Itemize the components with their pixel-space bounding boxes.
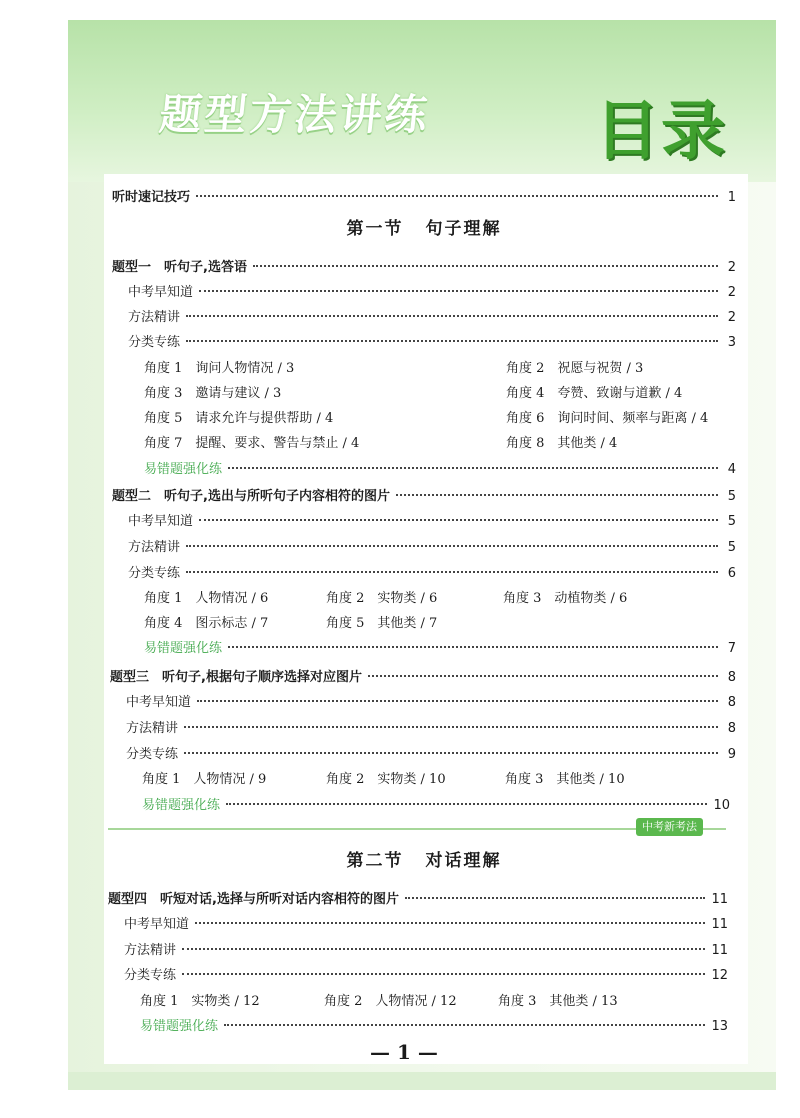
toc-item-label: 方法精讲 [128,310,181,325]
toc-intro[interactable] [112,186,736,204]
angle-item[interactable]: 角度 4 图示标志 / 7 [144,616,269,631]
toc-item-label: 方法精讲 [128,540,181,555]
angle-item[interactable]: 角度 2 实物类 / 10 [326,772,446,787]
practice-page: 10 [713,798,730,813]
toc-item-label: 中考早知道 [128,514,194,529]
toc-item-label: 分类专练 [124,968,177,983]
toc-practice[interactable] [144,458,736,476]
angle-item[interactable]: 角度 2 祝愿与祝贺 / 3 [506,361,644,376]
section-name: 对话理解 [425,851,502,871]
dot-leader [186,545,718,547]
toc-item[interactable] [128,331,736,349]
dot-leader [396,494,718,496]
angle-item[interactable]: 角度 2 实物类 / 6 [326,591,438,606]
dot-leader [196,195,718,197]
dot-leader [182,948,705,950]
angle-item[interactable]: 角度 5 请求允许与提供帮助 / 4 [144,411,334,426]
toc-type-label: 题型四 听短对话,选择与所听对话内容相符的图片 [108,892,399,907]
toc-type-label: 题型二 听句子,选出与所听句子内容相符的图片 [112,489,390,504]
dot-leader [224,1024,705,1026]
practice-label: 易错题强化练 [142,798,221,813]
practice-label: 易错题强化练 [144,462,223,477]
angle-item[interactable]: 角度 3 其他类 / 13 [498,994,618,1009]
toc-type-label: 题型三 听句子,根据句子顺序选择对应图片 [110,670,362,685]
section-divider [108,828,726,830]
angle-item[interactable]: 角度 2 人物情况 / 12 [324,994,457,1009]
toc-item-page: 5 [727,540,736,555]
toc-item-label: 方法精讲 [124,943,177,958]
toc-item-page: 9 [727,747,736,762]
toc-item-label: 分类专练 [128,335,181,350]
angle-item[interactable]: 角度 5 其他类 / 7 [326,616,438,631]
section-prefix: 第一节 [346,219,404,239]
toc-item[interactable] [126,743,736,761]
toc-item[interactable] [124,939,728,957]
toc-item[interactable] [126,691,736,709]
bottom-band [68,1072,776,1090]
toc-item-label: 方法精讲 [126,721,179,736]
angle-item[interactable]: 角度 7 提醒、要求、警告与禁止 / 4 [144,436,360,451]
header-mulu: 目录 [595,95,727,169]
header-title: 题型方法讲练 [157,90,433,139]
dot-leader [184,752,718,754]
toc-type-page: 5 [727,489,736,504]
section-title-1 [104,214,744,239]
toc-item-page: 11 [711,917,728,932]
toc-type-4[interactable] [108,888,728,906]
angle-item[interactable]: 角度 1 实物类 / 12 [140,994,260,1009]
practice-page: 7 [727,641,736,656]
page-number: — 1 — [370,1040,438,1064]
toc-item[interactable] [128,281,736,299]
toc-item[interactable] [124,913,728,931]
toc-type-3[interactable] [110,666,736,684]
angle-item[interactable]: 角度 3 其他类 / 10 [505,772,625,787]
practice-label: 易错题强化练 [140,1019,219,1034]
toc-item-page: 3 [727,335,736,350]
dot-leader [186,571,718,573]
toc-item-label: 分类专练 [128,566,181,581]
section-prefix: 第二节 [346,851,404,871]
toc-item-page: 8 [727,721,736,736]
section-name: 句子理解 [425,219,502,239]
dot-leader [199,290,718,292]
practice-page: 13 [711,1019,728,1034]
angle-item[interactable]: 角度 6 询问时间、频率与距离 / 4 [506,411,709,426]
toc-item[interactable] [128,536,736,554]
toc-item-page: 2 [727,285,736,300]
toc-item-page: 11 [711,943,728,958]
toc-item-label: 中考早知道 [124,917,190,932]
toc-item-page: 2 [727,310,736,325]
dot-leader [184,726,718,728]
toc-intro-label: 听时速记技巧 [112,190,191,205]
angle-item[interactable]: 角度 4 夸赞、致谢与道歉 / 4 [506,386,683,401]
toc-intro-page: 1 [727,190,736,205]
toc-type-page: 8 [727,670,736,685]
toc-item-page: 6 [727,566,736,581]
toc-type-label: 题型一 听句子,选答语 [112,260,247,275]
toc-item-label: 中考早知道 [126,695,192,710]
angle-item[interactable]: 角度 3 动植物类 / 6 [503,591,628,606]
practice-page: 4 [727,462,736,477]
toc-item[interactable] [128,510,736,528]
practice-label: 易错题强化练 [144,641,223,656]
toc-item-label: 分类专练 [126,747,179,762]
angle-item[interactable]: 角度 1 人物情况 / 6 [144,591,269,606]
dot-leader [195,922,705,924]
angle-item[interactable]: 角度 3 邀请与建议 / 3 [144,386,282,401]
new-exam-badge: 中考新考法 [636,818,703,836]
toc-item[interactable] [124,964,728,982]
toc-item-page: 8 [727,695,736,710]
toc-type-page: 11 [711,892,728,907]
dot-leader [228,646,718,648]
toc-practice[interactable] [144,637,736,655]
dot-leader [197,700,718,702]
toc-type-page: 2 [727,260,736,275]
toc-practice[interactable] [142,794,730,812]
toc-item[interactable] [128,562,736,580]
dot-leader [405,897,706,899]
angle-item[interactable]: 角度 1 人物情况 / 9 [142,772,267,787]
section-title-2 [104,846,744,871]
toc-item-page: 12 [711,968,728,983]
toc-item-label: 中考早知道 [128,285,194,300]
angle-item[interactable]: 角度 1 询问人物情况 / 3 [144,361,295,376]
toc-type-1[interactable] [112,256,736,274]
dot-leader [199,519,718,521]
dot-leader [368,675,718,677]
dot-leader [182,973,705,975]
dot-leader [253,265,718,267]
toc-item[interactable] [126,717,736,735]
dot-leader [186,340,718,342]
dot-leader [226,803,707,805]
toc-item[interactable] [128,306,736,324]
dot-leader [186,315,718,317]
toc-item-page: 5 [727,514,736,529]
angle-item[interactable]: 角度 8 其他类 / 4 [506,436,618,451]
dot-leader [228,467,718,469]
toc-type-2[interactable] [112,485,736,503]
toc-practice[interactable] [140,1015,728,1033]
